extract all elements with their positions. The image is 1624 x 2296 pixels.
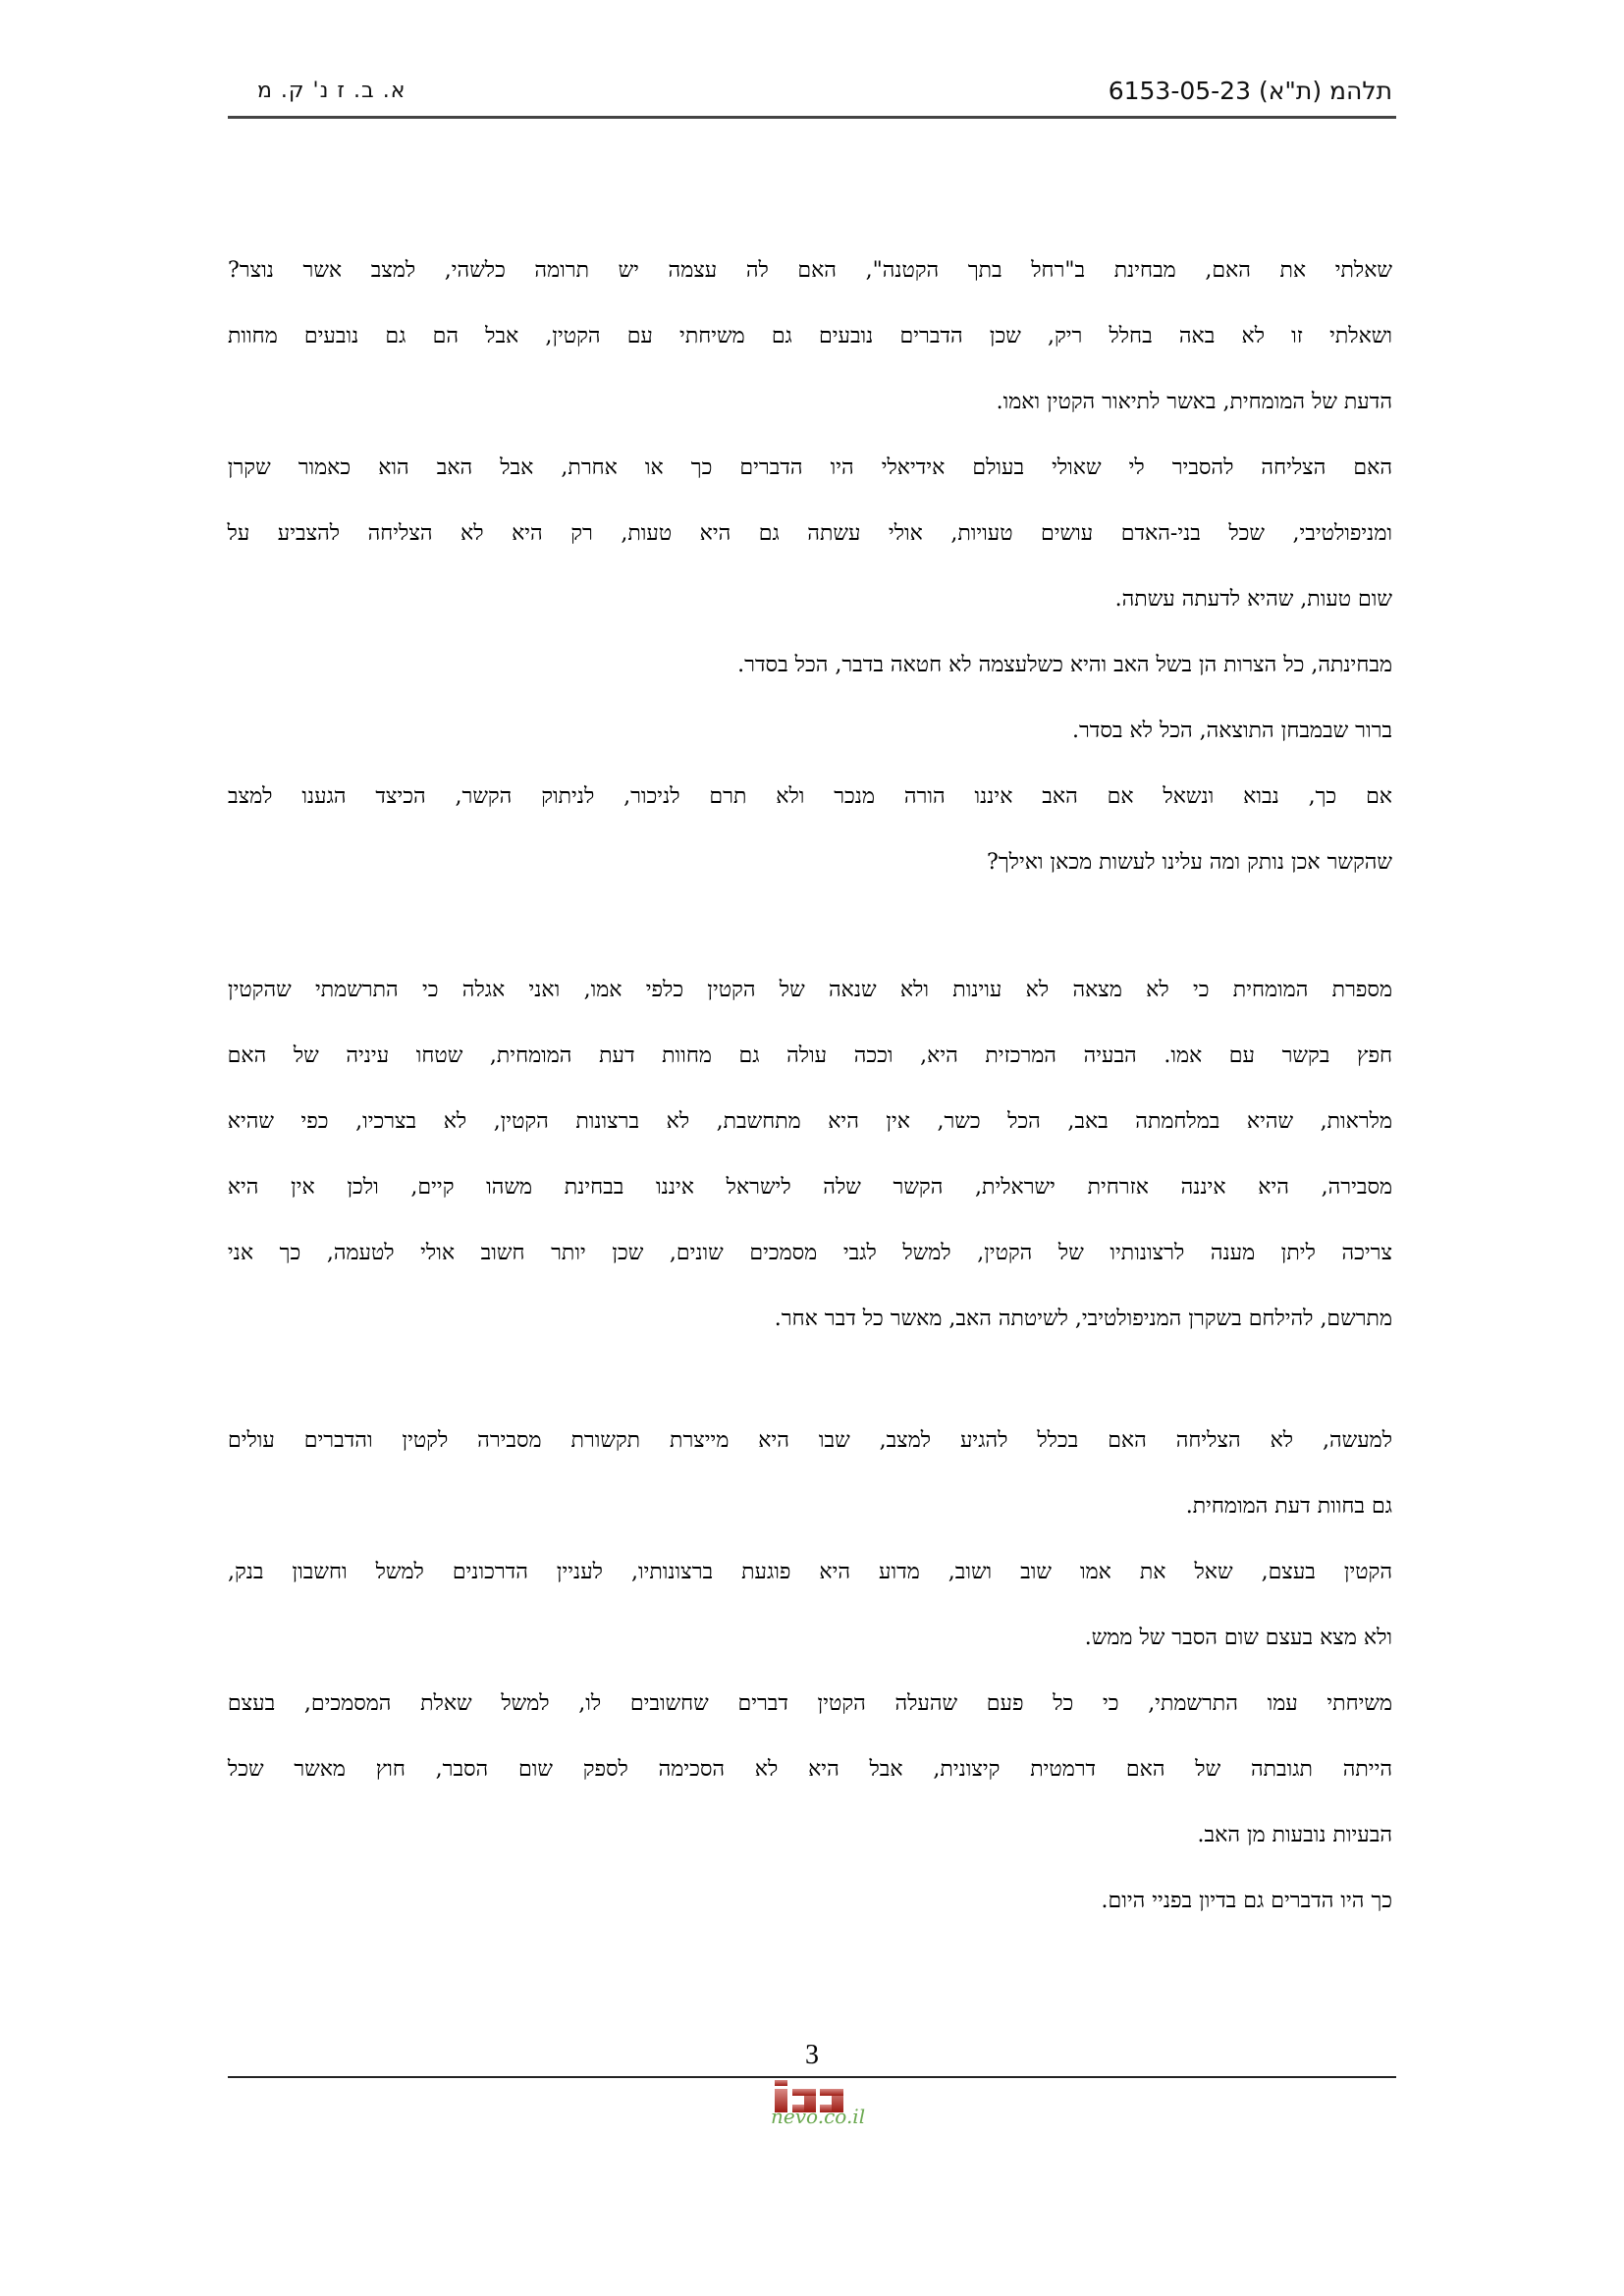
footer-divider [228,2076,1396,2078]
text-line: מלראות, שהיא במלחמתה באב, הכל כשר, אין היא מתחשבת, לא ברצונות הקטין, לא בצרכיו, כפי שהיא [227,1109,1392,1134]
text-line: הדעת של המומחית, באשר לתיאור הקטין ואמו. [996,390,1392,414]
case-number: תלהמ (ת"א) 6153-05-23 [1108,77,1392,105]
text-line: למעשה, לא הצליחה האם בכלל להגיע למצב, שבו היא מייצרת תקשורת מסבירה לקטין והדברים עולים [228,1428,1392,1453]
text-line: ומניפולטיבי, שכל בני-האדם עושים טעויות, אולי עשתה גם היא טעות, רק היא לא הצליחה להצביע על [227,521,1392,546]
text-line: מבחינתה, כל הצרות הן בשל האב והיא כשלעצמה לא חטאה בדבר, הכל בסדר. [737,653,1392,677]
text-line: מתרשם, להילחם בשקרן המניפולטיבי, לשיטתה האב, מאשר כל דבר אחר. [774,1307,1392,1331]
text-line: משיחתי עמו התרשמתי, כי כל פעם שהעלה הקטין דברים שחשובים לו, למשל שאלת המסמכים, בעצם [227,1691,1392,1716]
text-line: מספרת המומחית כי לא מצאה לא עוינות ולא שנאה של הקטין כלפי אמו, ואני אגלה כי התרשמתי שהקטין [228,978,1392,1002]
text-line: שאלתי את האם, מבחינת ב"רחל בתך הקטנה", האם לה עצמה יש תרומה כלשהי, למצב אשר נוצר? [228,258,1392,283]
header-divider [228,116,1396,119]
text-line: הייתה תגובתה של האם דרמטית קיצונית, אבל היא לא הסכימה לספק שום הסבר, חוץ מאשר שכל [227,1757,1392,1782]
nevo-logo [751,2081,874,2130]
text-line: אם כך, נבוא ונשאל אם האב איננו הורה מנכר ולא תרם לניכור, לניתוק הקשר, הכיצד הגענו למצב [228,784,1392,809]
text-line: האם הצליחה להסביר לי שאולי בעולם אידיאלי היו הדברים כך או אחרת, אבל האב הוא כאמור שקרן [227,455,1392,480]
text-line: הקטין בעצם, שאל את אמו שוב ושוב, מדוע היא פוגעת ברצונותיו, לעניין הדרכונים למשל וחשבון בנק, [228,1560,1392,1584]
nevo-logo-text: nevo.co.il [771,2105,866,2128]
text-line: שום טעות, שהיא לדעתה עשתה. [1114,587,1392,612]
page-header [228,77,1396,118]
page-number: 3 [805,2040,819,2070]
text-line: ושאלתי זו לא באה בחלל ריק, שכן הדברים נובעים גם משיחתי עם הקטין, אבל הם גם נובעים מחוות [228,324,1392,348]
text-line: כך היו הדברים גם בדיון בפניי היום. [1101,1889,1392,1913]
text-line: שהקשר אכן נותק ומה עלינו לעשות מכאן ואילך? [987,850,1392,875]
text-line: צריכה ליתן מענה לרצונותיו של הקטין, למשל לגבי מסמכים שונים, שכן יותר חשוב אולי לטעמה, כך אני [227,1241,1392,1265]
text-line: חפץ בקשר עם אמו. הבעיה המרכזית היא, וככה עולה גם מחוות דעת המומחית, שטחו עיניה של האם [227,1043,1392,1068]
text-line: ברור שבמבחן התוצאה, הכל לא בסדר. [1071,719,1392,743]
case-parties: א. ב. ז נ' ק. מ [257,79,406,103]
text-line: גם בחוות דעת המומחית. [1185,1494,1392,1519]
text-line: ולא מצא בעצם שום הסבר של ממש. [1084,1626,1392,1650]
text-line: מסבירה, היא איננה אזרחית ישראלית, הקשר שלה לישראל איננו בבחינת משהו קיים, ולכן אין היא [227,1175,1392,1200]
text-line: הבעיות נובעות מן האב. [1197,1823,1392,1847]
